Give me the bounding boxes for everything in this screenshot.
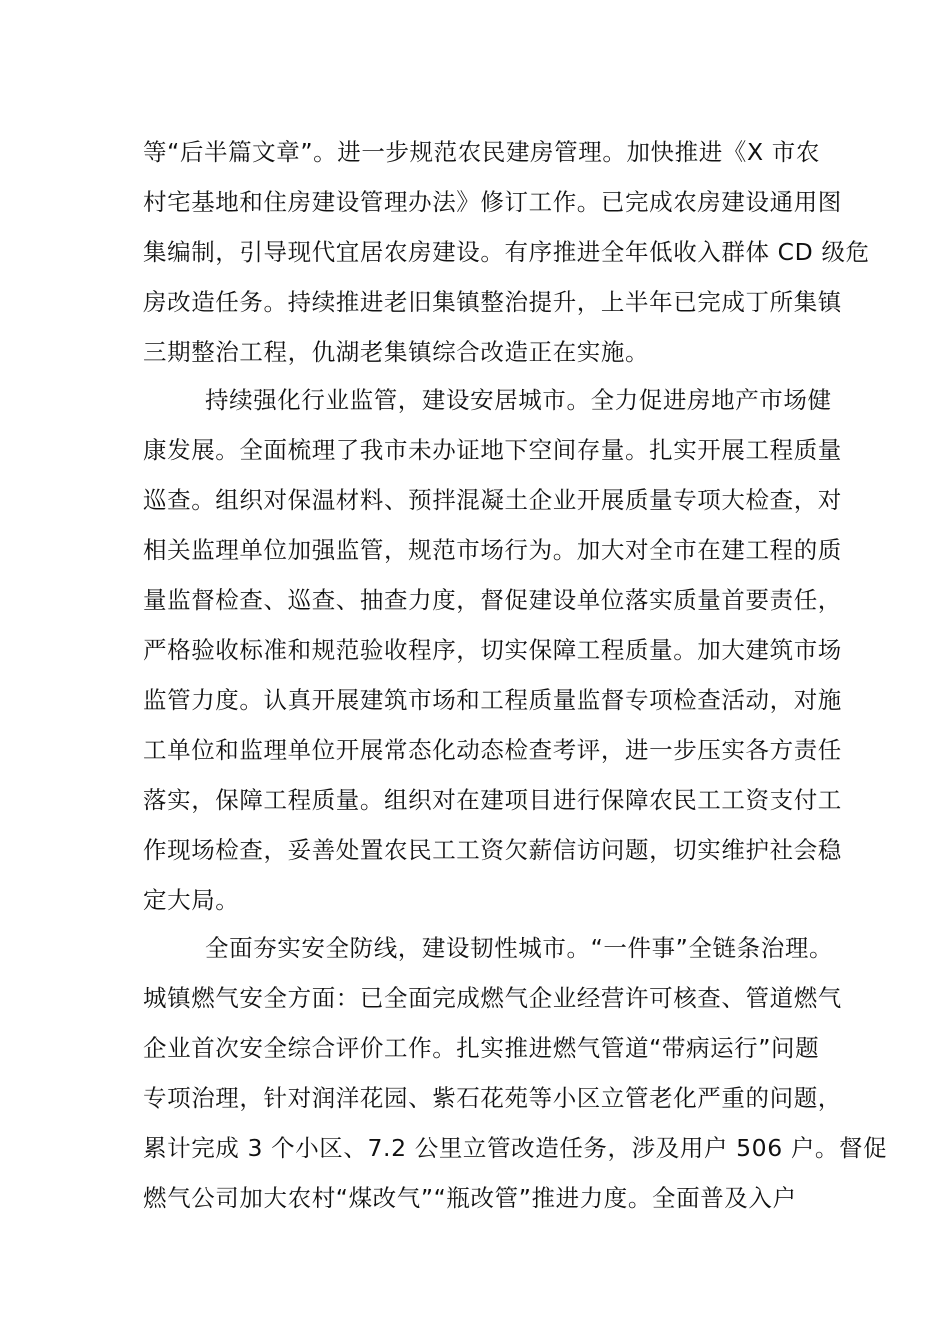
text-line: 专项治理，针对润洋花园、紫石花苑等小区立管老化严重的问题， [143,1084,842,1112]
text-line: 严格验收标准和规范验收程序，切实保障工程质量。加大建筑市场 [143,636,842,664]
text-line: 量监督检查、巡查、抽查力度，督促建设单位落实质量首要责任， [143,586,842,614]
text-line: 企业首次安全综合评价工作。扎实推进燃气管道“带病运行”问题 [143,1034,820,1062]
text-line: 集编制，引导现代宜居农房建设。有序推进全年低收入群体 CD 级危 [143,238,870,266]
text-line: 监管力度。认真开展建筑市场和工程质量监督专项检查活动，对施 [143,686,842,714]
text-line: 定大局。 [143,886,240,914]
text-line: 房改造任务。持续推进老旧集镇整治提升，上半年已完成丁所集镇 [143,288,842,316]
text-line: 作现场检查，妥善处置农民工工资欠薪信访问题，切实维护社会稳 [143,836,842,864]
paragraph-start-line: 全面夯实安全防线，建设韧性城市。“一件事”全链条治理。 [205,934,834,962]
text-line: 累计完成 3 个小区、7.2 公里立管改造任务，涉及用户 506 户。督促 [143,1134,888,1162]
text-line: 康发展。全面梳理了我市未办证地下空间存量。扎实开展工程质量 [143,436,842,464]
text-line: 等“后半篇文章”。进一步规范农民建房管理。加快推进《X 市农 [143,138,820,166]
text-line: 相关监理单位加强监管，规范市场行为。加大对全市在建工程的质 [143,536,842,564]
text-line: 城镇燃气安全方面：已全面完成燃气企业经营许可核查、管道燃气 [143,984,842,1012]
text-line: 燃气公司加大农村“煤改气”“瓶改管”推进力度。全面普及入户 [143,1184,797,1212]
text-line: 三期整治工程，仇湖老集镇综合改造正在实施。 [143,338,650,366]
text-line: 工单位和监理单位开展常态化动态检查考评，进一步压实各方责任 [143,736,842,764]
paragraph-start-line: 持续强化行业监管，建设安居城市。全力促进房地产市场健 [205,386,832,414]
text-line: 村宅基地和住房建设管理办法》修订工作。已完成农房建设通用图 [143,188,842,216]
text-line: 落实，保障工程质量。组织对在建项目进行保障农民工工资支付工 [143,786,842,814]
text-line: 巡查。组织对保温材料、预拌混凝土企业开展质量专项大检查，对 [143,486,842,514]
